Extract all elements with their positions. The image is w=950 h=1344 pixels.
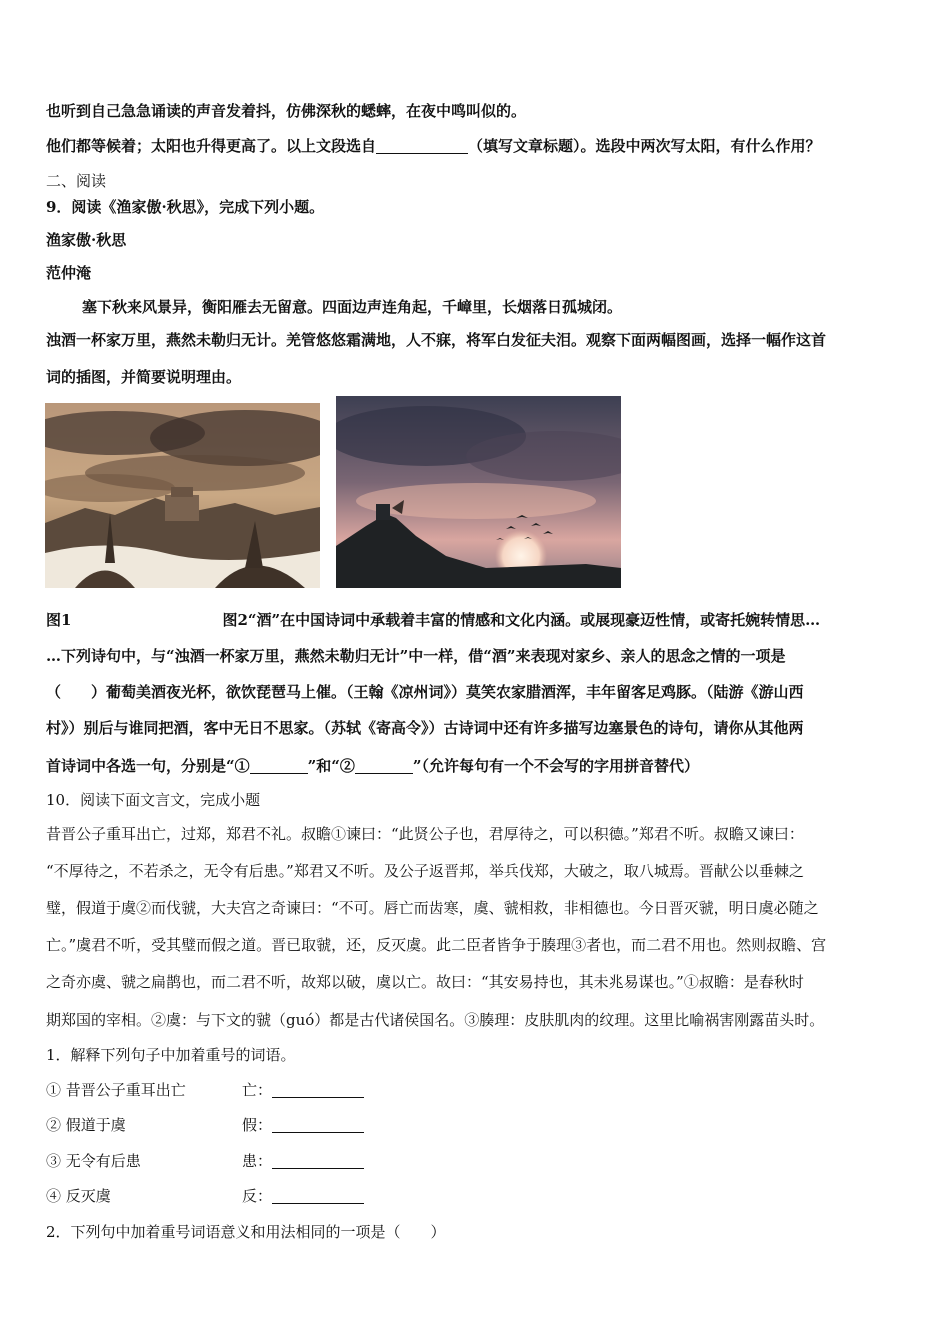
answer-blank[interactable] bbox=[272, 1082, 364, 1098]
section-heading: 二、阅读 bbox=[46, 172, 107, 190]
options-line: （ ）葡萄美酒夜光杯，欲饮琵琶马上催。（王翰《凉州词》）莫笑农家腊酒浑，丰年留客足鸡豚。（陆游《游山西 bbox=[46, 683, 804, 701]
question-title: 10．阅读下面文言文，完成小题 bbox=[46, 791, 261, 809]
answer-blank[interactable] bbox=[272, 1153, 364, 1169]
answer-blank-2[interactable] bbox=[355, 758, 413, 774]
figure-1-painting bbox=[45, 403, 320, 588]
figure-2-photo bbox=[336, 396, 621, 588]
passage-line: 璧，假道于虞②而伐虢，大夫宫之奇谏曰：“不可。唇亡而齿寒，虞、虢相救，非相德也。今日晋灭虢，明日虞必随之 bbox=[46, 899, 819, 917]
answer-blank[interactable] bbox=[272, 1188, 364, 1204]
vocab-item: ④ 反灭虞 反： bbox=[46, 1186, 111, 1206]
vocab-item: ① 昔晋公子重耳出亡 亡： bbox=[46, 1080, 186, 1100]
vocab-item: ② 假道于虞 假： bbox=[46, 1115, 126, 1135]
text-line: …下列诗句中，与“浊酒一杯家万里，燕然未勒归无计”中一样，借“酒”来表现对家乡、亲人的思念之情的一项是 bbox=[46, 647, 786, 665]
question-line: 他们都等候着；太阳也升得更高了。以上文段选自 （填写文章标题）。选段中两次写太阳，有什么作用？ bbox=[46, 137, 821, 155]
figure-1-caption: 图1 bbox=[46, 611, 72, 629]
sub-question-title: 1．解释下列句子中加着重号的词语。 bbox=[46, 1046, 296, 1064]
question-title: 9．阅读《渔家傲·秋思》，完成下列小题。 bbox=[46, 198, 325, 216]
passage-line: “不厚待之，不若杀之，无令有后患。”郑君又不听。及公子返晋邦，举兵伐郑，大破之，取八城焉。晋献公以垂棘之 bbox=[46, 862, 804, 880]
options-line: 村》）别后与谁同把酒，客中无日不思家。（苏轼《寄高令》）古诗词中还有许多描写边塞景色的诗句，请你从其他两 bbox=[46, 719, 804, 737]
vocab-item: ③ 无令有后患 患： bbox=[46, 1151, 141, 1171]
answer-blank-1[interactable] bbox=[250, 758, 308, 774]
poem-line: 浊酒一杯家万里，燕然未勒归无计。羌管悠悠霜满地，人不寐，将军白发征夫泪。观察下面两幅图画，选择一幅作这首 bbox=[46, 331, 827, 349]
answer-blank[interactable] bbox=[376, 138, 468, 154]
poem-title: 渔家傲·秋思 bbox=[46, 231, 127, 249]
text-line: 词的插图，并简要说明理由。 bbox=[46, 368, 242, 386]
passage-note: 期郑国的宰相。②虞：与下文的虢（guó）都是古代诸侯国名。③腠理：皮肤肌肉的纹理。这里比喻祸害刚露苗头时。 bbox=[46, 1011, 825, 1029]
answer-blank[interactable] bbox=[272, 1117, 364, 1133]
passage-line: 之奇亦虞、虢之扁鹊也，而二君不听，故郑以破，虞以亡。故曰：“其安易持也，其未兆易谋也。”①叔瞻：是春秋时 bbox=[46, 973, 804, 991]
passage-line: 亡。”虞君不听，受其璧而假之道。晋已取虢，还，反灭虞。此二臣者皆争于腠理③者也，而二君不用也。然则叔瞻、宫 bbox=[46, 936, 827, 954]
sub-question-title: 2．下列句中加着重号词语意义和用法相同的一项是（ ） bbox=[46, 1223, 446, 1241]
poem-line: 塞下秋来风景异，衡阳雁去无留意。四面边声连角起，千嶂里，长烟落日孤城闭。 bbox=[82, 298, 623, 316]
passage-line: 昔晋公子重耳出亡，过郑，郑君不礼。叔瞻①谏曰：“此贤公子也，君厚待之，可以积德。”郑君不听。叔瞻又谏曰： bbox=[46, 825, 804, 843]
text-line: 也听到自己急急诵读的声音发着抖，仿佛深秋的蟋蟀，在夜中鸣叫似的。 bbox=[46, 102, 527, 120]
poem-author: 范仲淹 bbox=[46, 264, 92, 282]
question-line: 首诗词中各选一句，分别是“① ”和“② ”（允许每句有一个不会写的字用拼音替代） bbox=[46, 757, 700, 775]
figure-caption-line: 图1 图2“酒”在中国诗词中承载着丰富的情感和文化内涵。或展现豪迈性情，或寄托婉转情思… bbox=[46, 611, 821, 629]
